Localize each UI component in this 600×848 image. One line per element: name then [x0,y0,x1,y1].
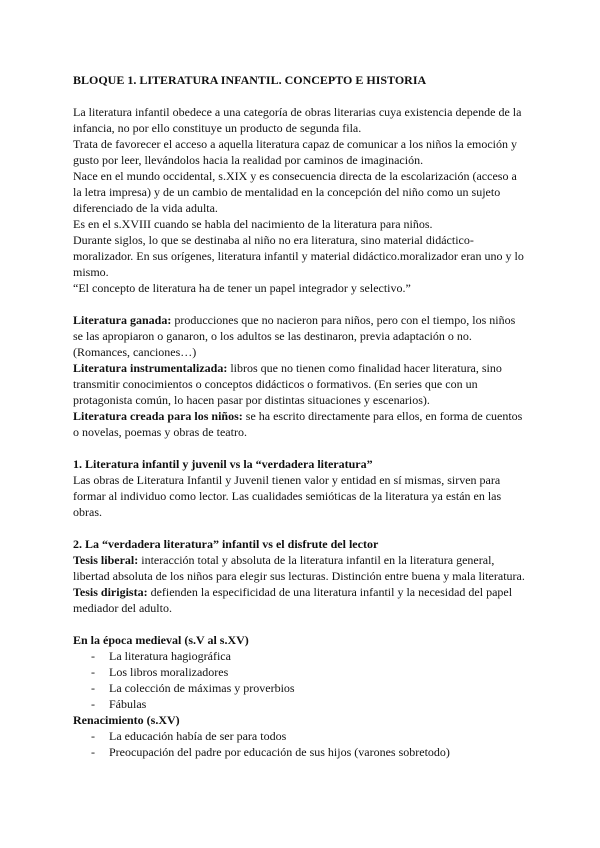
tesis-dirigista-term: Tesis dirigista: [73,585,148,599]
section-2-heading: 2. La “verdadera literatura” infantil vs el disfrute del lector [73,537,379,551]
section-1-text: Las obras de Literatura Infantil y Juvenil tienen valor y entidad en sí mismas, sirven para formar al individuo como lector. Las cualidades semióticas de la literatura ya están en las obras. [73,473,502,519]
type-creada [73,408,528,440]
intro-paragraph-4: Es en el s.XVIII cuando se habla del nacimiento de la literatura para niños. [73,217,433,231]
list-item: - La colección de máximas y proverbios [91,680,528,696]
type-creada-term: Literatura creada para los niños: [73,409,243,423]
tesis-dirigista-text: defienden la especificidad de una literatura infantil y la necesidad del papel mediador del adulto. [73,585,513,615]
section-1-heading: 1. Literatura infantil y juvenil vs la “verdadera literatura” [73,457,373,471]
tesis-liberal-text: interacción total y absoluta de la literatura infantil en la literatura general, libertad absoluta de los niños para elegir sus lecturas. Distinción entre buena y mala literatura. [73,553,525,583]
document-title: BLOQUE 1. LITERATURA INFANTIL. CONCEPTO E HISTORIA [73,73,427,87]
medieval-heading: En la época medieval (s.V al s.XV) [73,633,249,647]
intro-paragraph-1: La literatura infantil obedece a una categoría de obras literarias cuya existencia depende de la infancia, no por ello constituye un producto de segunda fila. [73,105,522,135]
intro-paragraph-5: Durante siglos, lo que se destinaba al niño no era literatura, sino material didáctico-moralizador. En sus orígenes, literatura infantil y material didáctico.moralizador eran uno y lo mismo. [73,233,524,279]
intro-paragraph-2: Trata de favorecer el acceso a aquella literatura capaz de comunicar a los niños la emoción y gusto por leer, llevándolos hacia la realidad por caminos de imaginación. [73,137,518,167]
tesis-dirigista [73,584,528,616]
list-item: - Preocupación del padre por educación de sus hijos (varones sobretodo) [91,744,528,760]
type-ganada [73,312,528,360]
type-ganada-text: producciones que no nacieron para niños, pero con el tiempo, los niños se las apropiaron o ganaron, o los adultos se las destinaron, previa adaptación o no. (Romances, canciones…) [73,313,516,359]
list-item: - La literatura hagiográfica [91,648,528,664]
type-instrumentalizada [73,360,528,408]
type-creada-text: se ha escrito directamente para ellos, en forma de cuentos o novelas, poemas y obras de teatro. [73,409,523,439]
type-instrumentalizada-term: Literatura instrumentalizada: [73,361,228,375]
tesis-liberal [73,552,528,584]
type-ganada-term: Literatura ganada: [73,313,172,327]
list-item: - Fábulas [91,696,528,712]
list-item: - Los libros moralizadores [91,664,528,680]
renacimiento-list [73,728,528,760]
type-instrumentalizada-text: libros que no tienen como finalidad hacer literatura, sino transmitir conocimientos o conceptos didácticos o formativos. (En series que con un protagonista común, lo hacen pasar por distintas situaciones y escenarios). [73,361,502,407]
list-item: - La educación había de ser para todos [91,728,528,744]
intro-paragraph-3: Nace en el mundo occidental, s.XIX y es consecuencia directa de la escolarización (acceso a la letra impresa) y de un cambio de mentalidad en la concepción del niño como un sujeto diferenciado de la vida adulta. [73,169,517,215]
renacimiento-heading: Renacimiento (s.XV) [73,713,180,727]
medieval-list [73,648,528,712]
tesis-liberal-term: Tesis liberal: [73,553,139,567]
intro-quote: “El concepto de literatura ha de tener un papel integrador y selectivo.” [73,281,411,295]
